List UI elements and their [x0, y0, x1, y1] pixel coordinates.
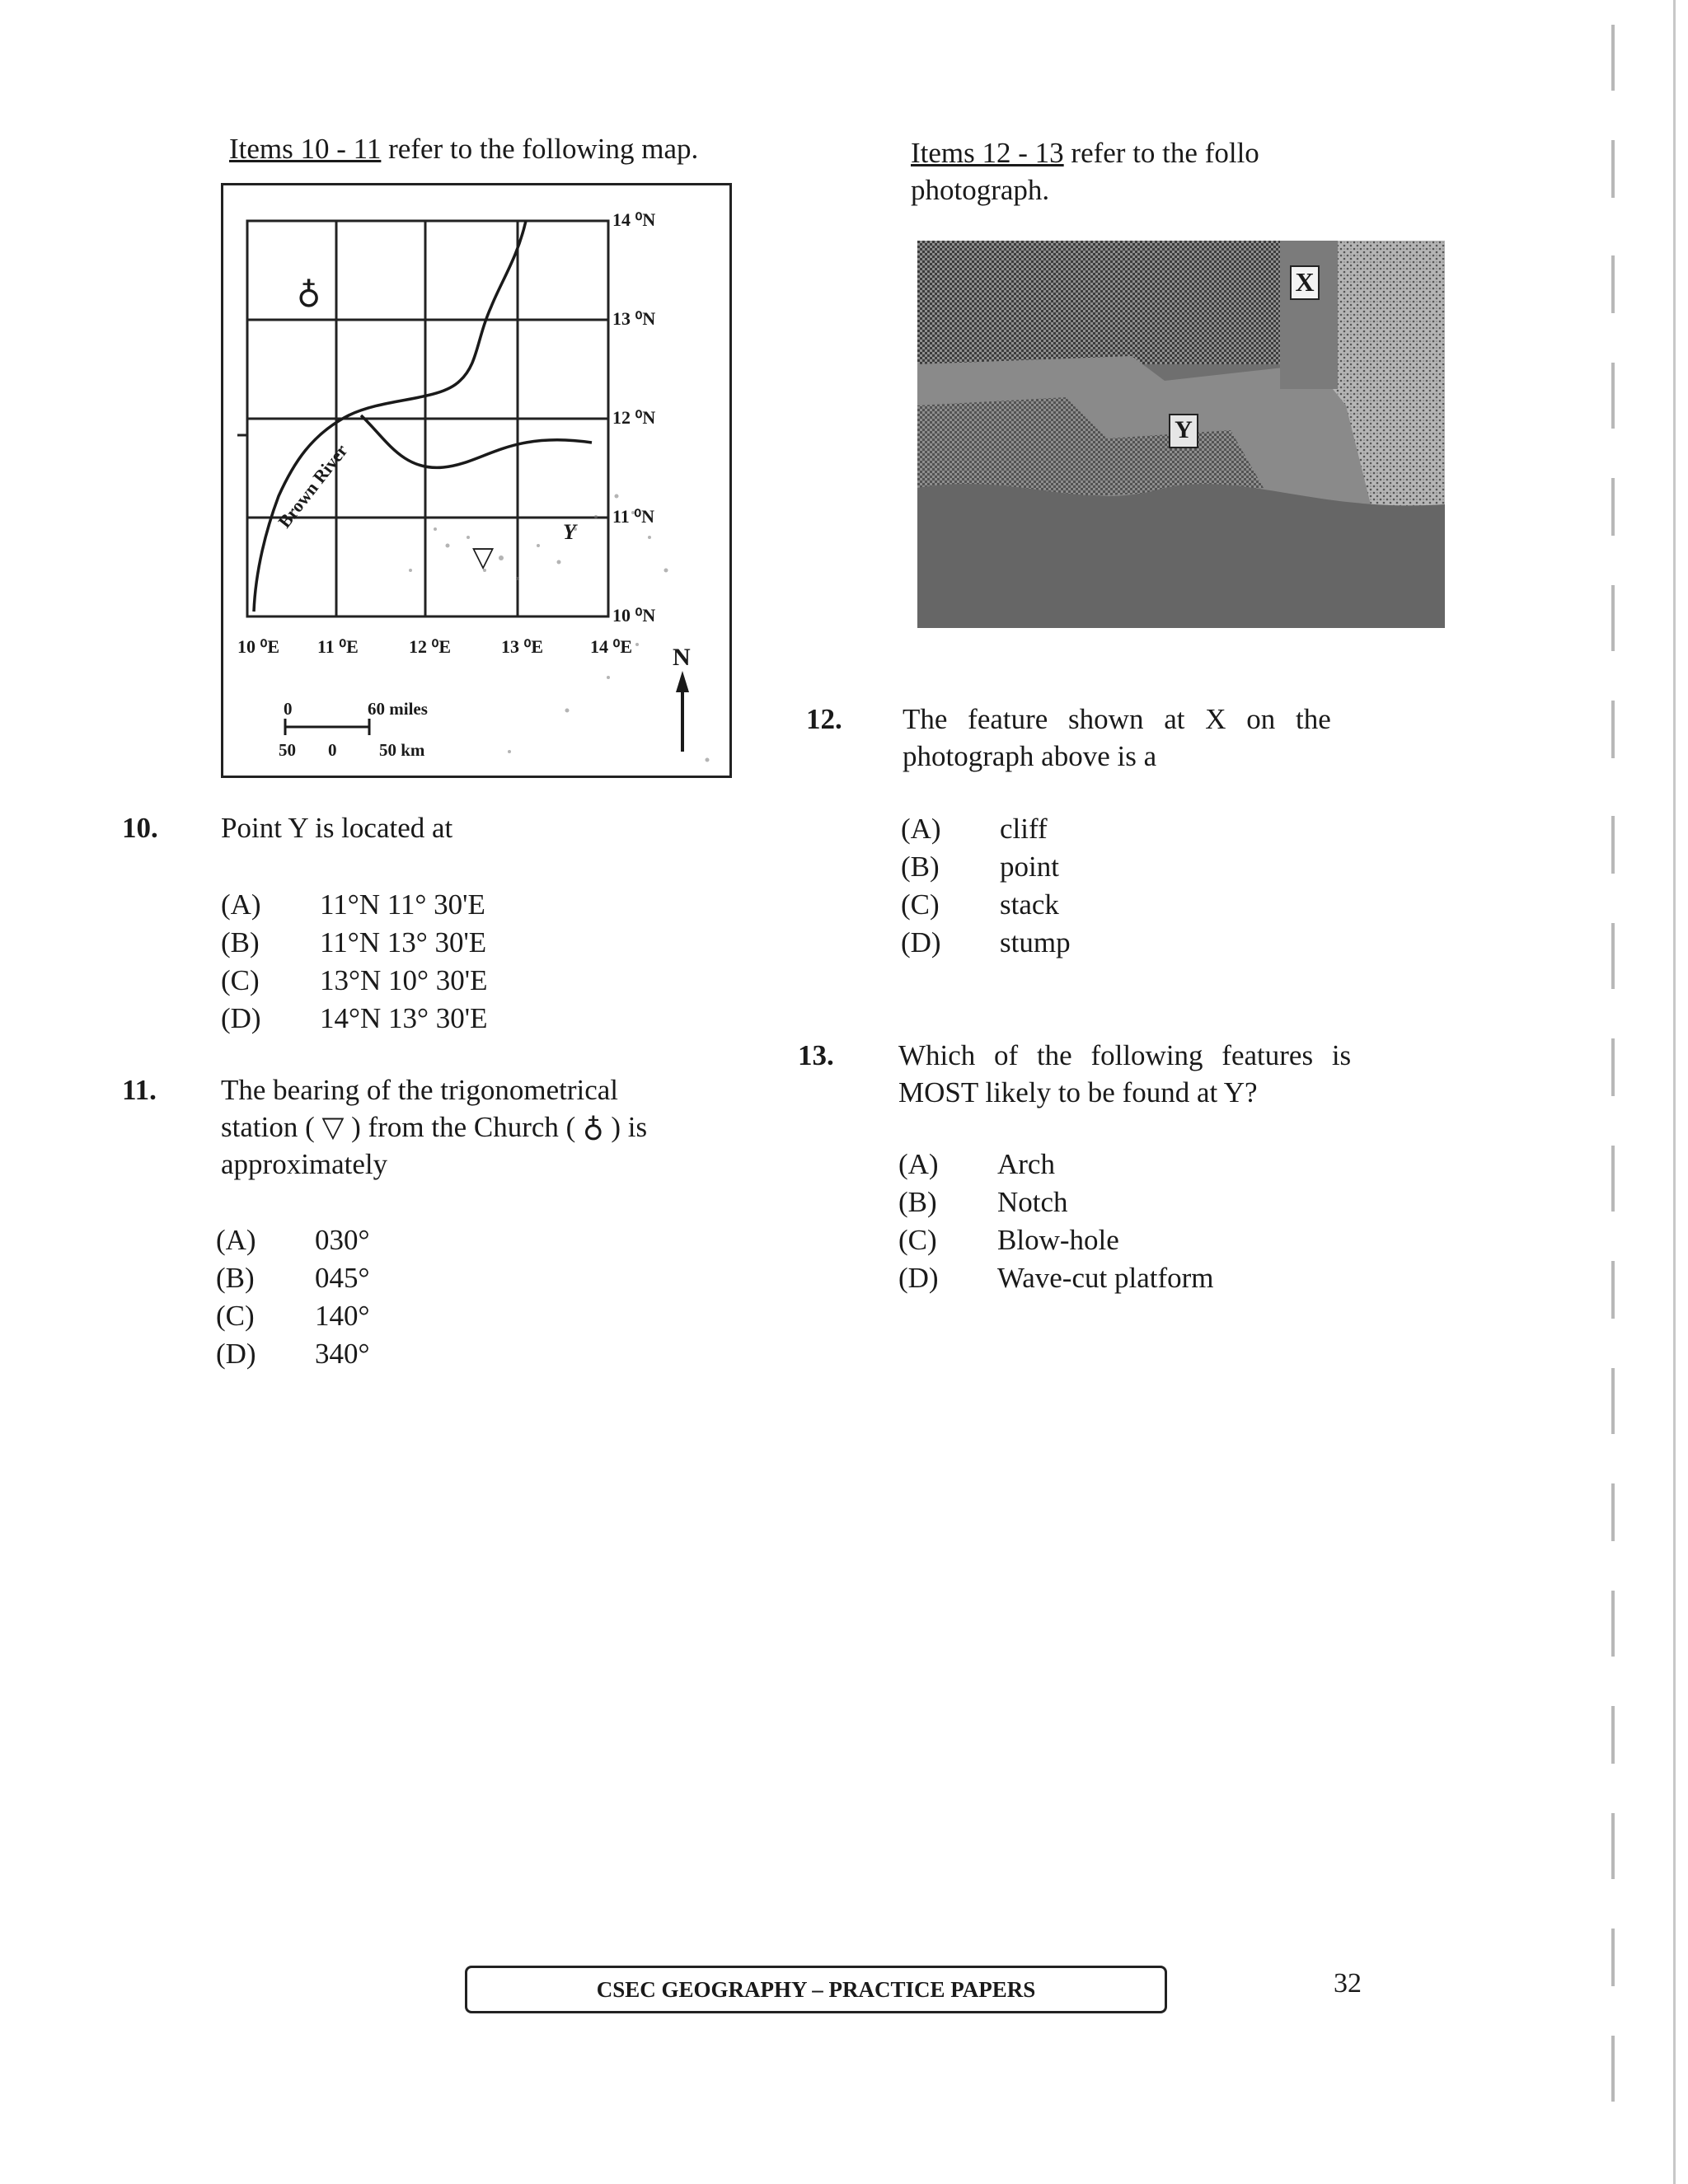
q13-stem	[898, 1037, 1409, 1111]
q13-option-b-text: Notch	[997, 1186, 1068, 1218]
map-speckle	[409, 494, 710, 762]
q13-option-c[interactable]	[898, 1221, 1393, 1258]
q13-stem-line-2: MOST likely to be found at Y?	[898, 1076, 1258, 1108]
map-point-y: Y	[563, 520, 576, 544]
q12-option-d-text: stump	[1000, 926, 1071, 958]
q12-option-b-text: point	[1000, 851, 1059, 883]
q13-option-c-label: (C)	[898, 1224, 937, 1256]
q10-option-a-text: 11°N 11° 30'E	[320, 888, 485, 921]
coastal-photograph	[917, 241, 1445, 628]
q11-option-b-text: 045°	[315, 1262, 370, 1294]
q12-option-a-text: cliff	[1000, 813, 1048, 845]
q13-option-b[interactable]	[898, 1183, 1393, 1221]
photo-intro-line-1	[911, 134, 1259, 171]
q11-stem	[221, 1071, 647, 1183]
q11-stem-line-1: The bearing of the trigonometrical	[221, 1074, 619, 1106]
photo-intro-items: Items 12 - 13	[911, 137, 1064, 169]
river-label: Brown River	[274, 440, 352, 532]
q10-option-d-text: 14°N 13° 30'E	[320, 1002, 488, 1034]
q11-option-c-label: (C)	[216, 1300, 255, 1332]
scale-top-0: 0	[284, 699, 293, 719]
q12-option-c[interactable]	[901, 886, 1313, 923]
q12-option-c-text: stack	[1000, 888, 1059, 921]
q13-option-a[interactable]	[898, 1146, 1393, 1183]
q11-stem-line-3: approximately	[221, 1148, 388, 1180]
q13-option-a-text: Arch	[997, 1148, 1055, 1180]
footer-title: CSEC GEOGRAPHY – PRACTICE PAPERS	[596, 1976, 1036, 2002]
q11-number: 11.	[122, 1074, 157, 1106]
map-intro-rest: refer to the following map.	[381, 133, 699, 165]
q10-option-c[interactable]	[221, 962, 715, 999]
q11-stem-line-2: station ( ▽ ) from the Church ( ♁ ) is	[221, 1111, 648, 1143]
north-label: N	[673, 644, 691, 671]
q10-number: 10.	[122, 812, 158, 844]
lat-label-14n: 14 ⁰N	[612, 209, 656, 230]
q10-option-d[interactable]	[221, 1000, 715, 1037]
river-tributary	[361, 415, 592, 467]
lon-label-10e: 10 ⁰E	[237, 636, 279, 657]
q11-option-d-label: (D)	[216, 1338, 256, 1370]
lat-label-12n: 12 ⁰N	[612, 407, 656, 428]
q11-options	[216, 1221, 628, 1386]
scale-top-60-miles: 60 miles	[368, 699, 428, 719]
q11-option-d[interactable]	[216, 1335, 628, 1372]
q12-number: 12.	[806, 703, 842, 735]
q13-option-d-text: Wave-cut platform	[997, 1262, 1214, 1294]
q13-number: 13.	[798, 1039, 834, 1071]
lon-label-13e: 13 ⁰E	[501, 636, 543, 657]
q10-option-d-label: (D)	[221, 1002, 261, 1034]
q11-option-b-label: (B)	[216, 1262, 255, 1294]
q11-option-c[interactable]	[216, 1297, 628, 1334]
q11-option-a[interactable]	[216, 1221, 628, 1258]
photo-label-x: X	[1290, 265, 1320, 300]
q13-option-d-label: (D)	[898, 1262, 939, 1294]
q10-option-a[interactable]	[221, 886, 715, 923]
photo-intro-line-2: photograph.	[911, 174, 1050, 206]
scale-bottom-50: 50	[279, 740, 296, 760]
q12-options	[901, 810, 1313, 975]
q13-stem-line-1: Which of the following features is	[898, 1039, 1352, 1071]
north-arrow-icon	[676, 671, 689, 752]
q10-option-c-label: (C)	[221, 964, 260, 996]
footer-title-box	[465, 1966, 1167, 2013]
q10-stem: Point Y is located at	[221, 812, 453, 844]
q10-option-b-label: (B)	[221, 926, 260, 958]
q12-option-a[interactable]	[901, 810, 1313, 847]
q12-stem-line-1-text: The feature shown at X on the	[903, 703, 1331, 735]
trig-station-icon: ▽	[472, 541, 495, 574]
q12-option-d[interactable]	[901, 924, 1313, 961]
q10-option-b[interactable]	[221, 924, 715, 961]
scale-bar	[285, 719, 369, 735]
lat-label-10n: 10 ⁰N	[612, 605, 656, 626]
q12-option-c-label: (C)	[901, 888, 940, 921]
lat-label-13n: 13 ⁰N	[612, 308, 656, 329]
photo-intro	[911, 134, 1259, 209]
lon-label-14e: 14 ⁰E	[590, 636, 632, 657]
q11-option-c-text: 140°	[315, 1300, 370, 1332]
q12-stem	[903, 701, 1414, 775]
q13-option-b-label: (B)	[898, 1186, 937, 1218]
q13-option-a-label: (A)	[898, 1148, 939, 1180]
photo-label-y: Y	[1169, 414, 1198, 448]
q12-option-b[interactable]	[901, 848, 1313, 885]
q13-options	[898, 1146, 1393, 1310]
q13-option-c-text: Blow-hole	[997, 1224, 1119, 1256]
q12-option-a-label: (A)	[901, 813, 941, 845]
q12-stem-line-1	[903, 701, 1414, 738]
q10-option-a-label: (A)	[221, 888, 261, 921]
q10-option-b-text: 11°N 13° 30'E	[320, 926, 487, 958]
map-intro-items: Items 10 - 11	[229, 133, 382, 165]
q10-options	[221, 886, 715, 1051]
q12-option-b-label: (B)	[901, 851, 940, 883]
map-grid	[237, 221, 608, 616]
page-edge-line	[1673, 0, 1676, 2184]
q11-option-b[interactable]	[216, 1259, 628, 1296]
map-figure	[221, 183, 732, 778]
page-number: 32	[1334, 1968, 1362, 1999]
scale-bottom-50-km: 50 km	[379, 740, 425, 760]
q12-option-d-label: (D)	[901, 926, 941, 958]
scale-bottom-0: 0	[328, 740, 337, 760]
lon-label-12e: 12 ⁰E	[409, 636, 451, 657]
lat-label-11n: 11 ⁰N	[612, 506, 654, 527]
q11-option-a-label: (A)	[216, 1224, 256, 1256]
q11-option-a-text: 030°	[315, 1224, 370, 1256]
church-icon: ♁	[297, 277, 321, 315]
lon-label-11e: 11 ⁰E	[317, 636, 359, 657]
q10-option-c-text: 13°N 10° 30'E	[320, 964, 488, 996]
q11-option-d-text: 340°	[315, 1338, 370, 1370]
photo-intro-rest: refer to the follo	[1063, 137, 1259, 169]
q12-stem-line-2: photograph above is a	[903, 740, 1157, 772]
map-intro	[229, 130, 698, 167]
q13-option-d[interactable]	[898, 1259, 1393, 1296]
